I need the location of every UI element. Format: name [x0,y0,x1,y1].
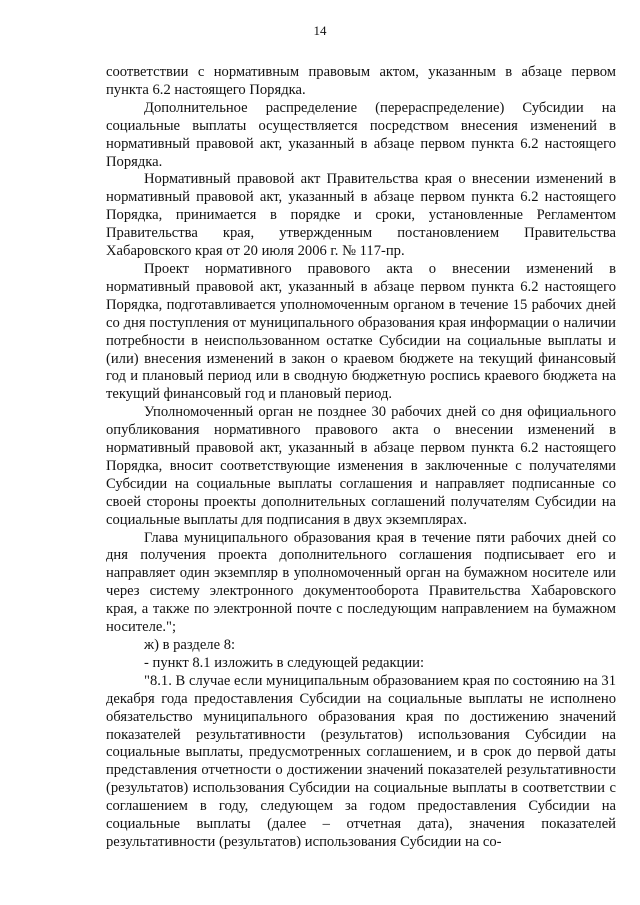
paragraph: Уполномоченный орган не позднее 30 рабочих дней со дня официального опубликования нормативного правового акта о внесении изменений в нормативный правовой акт, указанный в абзаце первом пункта 6.2 настоящего Порядка, вносит соответствующие изменения в заключенные с получателями Субсидии на социальные выплаты соглашения и направляет подписанные со своей стороны проекты дополнительных соглашений получателям Субсидии на социальные выплаты для подписания в двух экземплярах. [106,404,616,528]
paragraph: "8.1. В случае если муниципальным образованием края по состоянию на 31 декабря года предоставления Субсидии на социальные выплаты не исполнено обязательство муниципального образования края по достижению значений показателей результативности (результатов) использования Субсидии на социальные выплаты, предусмотренных соглашением, и в срок до первой даты представления отчетности о достижении значений показателей результативности (результатов) использования Субсидии на социальные выплаты в соответствии с соглашением в году, следующем за годом предоставления Субсидии на социальные выплаты (далее – отчетная дата), значения показателей результативности (результатов) использования Субсидии на со- [106,672,616,850]
list-item: - пункт 8.1 изложить в следующей редакции: [144,654,425,671]
paragraph: Проект нормативного правового акта о внесении изменений в нормативный правовой акт, указанный в абзаце первом пункта 6.2 настоящего Порядка, подготавливается уполномоченным органом в течение 15 рабочих дней со дня поступления от муниципального образования края информации о наличии потребности в неиспользованном остатке Субсидии на социальные выплаты и (или) внесения изменений в закон о краевом бюджете на текущий финансовый год и плановый период или в сводную бюджетную роспись краевого бюджета на текущий финансовый год и плановый период. [106,260,616,403]
paragraph: Нормативный правовой акт Правительства края о внесении изменений в нормативный правовой акт, указанный в абзаце первом пункта 6.2 настоящего Порядка, принимается в порядке и сроки, установленные Регламентом Правительства края, утвержденным постановлением Правительства Хабаровского края от 20 июля 2006 г. № 117-пр. [106,171,616,260]
paragraph: Дополнительное распределение (перераспределение) Субсидии на социальные выплаты осуществляется посредством внесения изменений в нормативный правовой акт, указанный в абзаце первом пункта 6.2 настоящего Порядка. [106,99,616,170]
document-body [106,64,616,852]
paragraph: соответствии с нормативным правовым актом, указанным в абзаце первом пункта 6.2 настоящего Порядка. [106,64,616,98]
page-number: 14 [313,23,327,38]
paragraph: Глава муниципального образования края в течение пяти рабочих дней со дня получения проекта дополнительного соглашения подписывает его и направляет один экземпляр в уполномоченный орган на бумажном носителе или через систему электронного документооборота Правительства Хабаровского края, а также по электронной почте с последующим направлением на бумажном носителе."; [106,529,616,636]
list-item: ж) в разделе 8: [144,637,236,653]
